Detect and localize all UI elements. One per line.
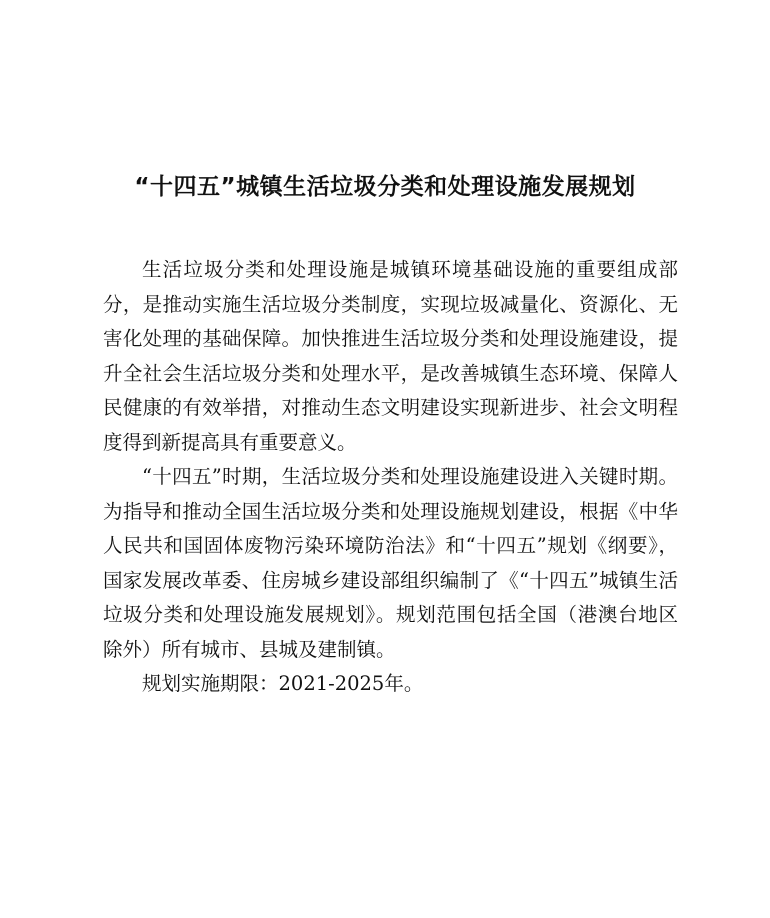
paragraph-period: 规划实施期限：2021-2025年。	[142, 672, 424, 695]
document-body	[103, 253, 678, 702]
paragraph-background: “十四五”时期，生活垃圾分类和处理设施建设进入关键时期。为指导和推动全国生活垃圾分类和处理设施规划建设，根据《中华人民共和国固体废物污染环境防治法》和“十四五”规划《纲要》，国家发展改革委、住房城乡建设部组织编制了《“十四五”城镇生活垃圾分类和处理设施发展规划》。规划范围包括全国（港澳台地区除外）所有城市、县城及建制镇。	[103, 465, 678, 661]
paragraph-intro: 生活垃圾分类和处理设施是城镇环境基础设施的重要组成部分，是推动实施生活垃圾分类制度，实现垃圾减量化、资源化、无害化处理的基础保障。加快推进生活垃圾分类和处理设施建设，提升全社会生活垃圾分类和处理水平，是改善城镇生态环境、保障人民健康的有效举措，对推动生态文明建设实现新进步、社会文明程度得到新提高具有重要意义。	[103, 258, 678, 454]
document-title: “十四五”城镇生活垃圾分类和处理设施发展规划	[134, 174, 636, 200]
